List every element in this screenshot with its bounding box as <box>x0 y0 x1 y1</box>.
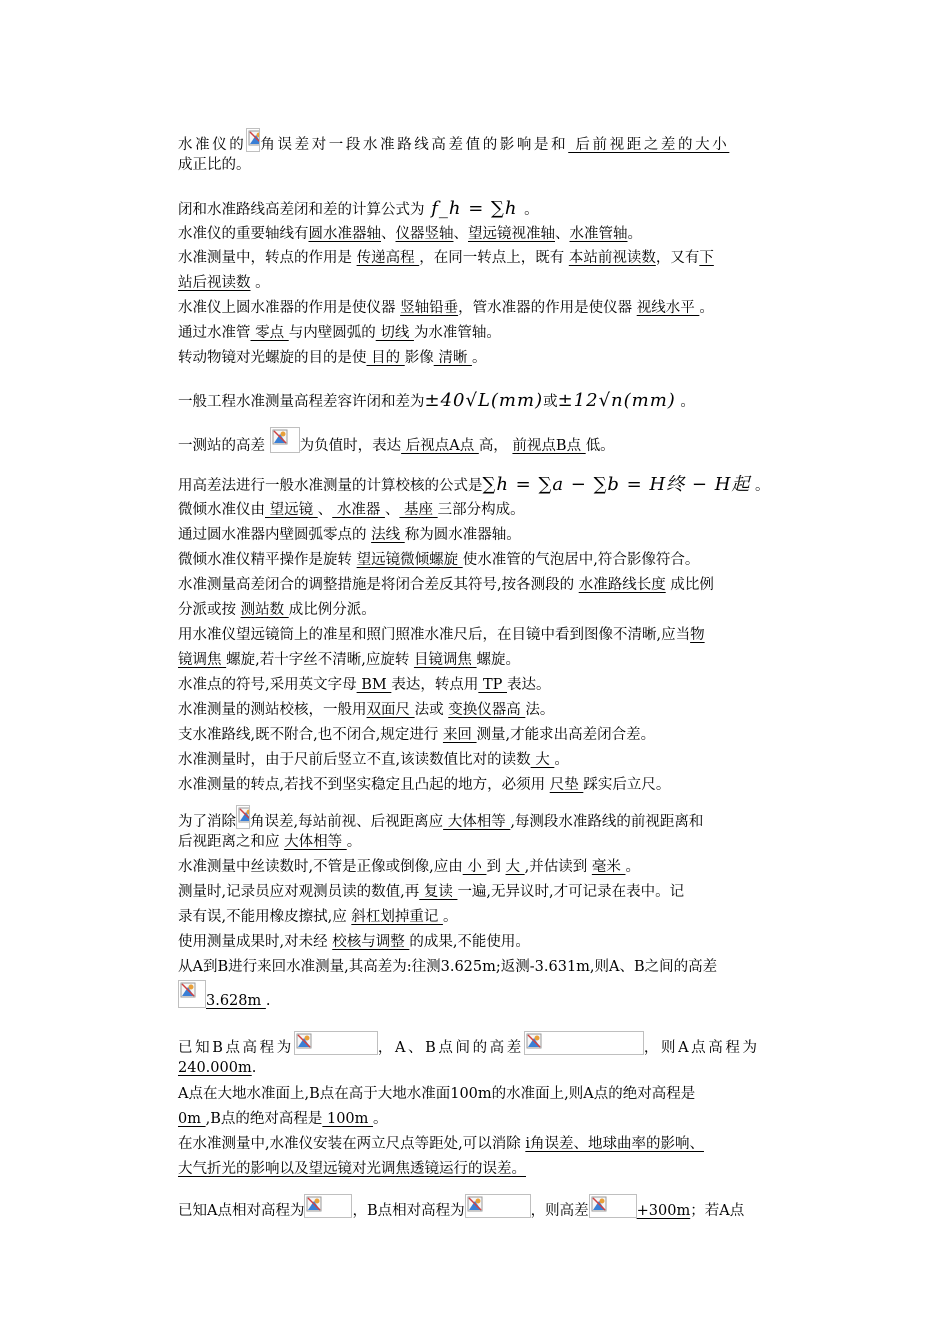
text-segment: 的成果,不能使用。 <box>409 934 530 950</box>
text-segment: ，又有 <box>655 250 700 266</box>
question-text <box>178 880 684 930</box>
answer-blank: 望远镜微倾螺旋 <box>356 552 463 568</box>
question-text <box>178 246 714 296</box>
text-segment: 使水准管的气泡居中,符合影像符合。 <box>462 552 700 568</box>
text-segment: 。 <box>750 478 770 494</box>
text-segment: 。 <box>699 300 714 316</box>
text-line <box>178 427 615 452</box>
question-text <box>178 321 501 346</box>
answer-blank: 站后视读数 <box>178 275 251 291</box>
text-line <box>178 1157 704 1182</box>
text-segment: ，则高差 <box>530 1203 589 1219</box>
text-segment: ，管水准器的作用是使仪器 <box>458 300 637 316</box>
text-line <box>178 930 530 955</box>
text-segment: 后视距离之和应 <box>178 834 285 850</box>
broken-image-icon <box>304 1194 352 1218</box>
question-text <box>178 573 714 623</box>
answer-blank: 大体相等 <box>443 814 511 830</box>
question-text <box>178 222 642 247</box>
answer-blank: 目的 <box>366 350 405 366</box>
text-segment: 水准仪的重要轴线有 <box>178 226 309 242</box>
text-line <box>178 905 684 930</box>
broken-image-icon <box>589 1194 637 1218</box>
answer-blank: 切线 <box>375 325 414 341</box>
text-segment: 成比例 <box>665 577 714 593</box>
answer-blank: 尺垫 <box>549 777 584 793</box>
text-line <box>178 573 714 598</box>
question-text <box>178 673 551 698</box>
answer-blank: 本站前视读数 <box>568 250 656 266</box>
text-segment: 水准仪上圆水准器的作用是使仪器 <box>178 300 401 316</box>
text-segment: ；若A点 <box>690 1203 745 1219</box>
question-text <box>178 623 705 673</box>
text-segment: 录有误,不能用橡皮擦拭,应 <box>178 909 352 925</box>
answer-blank: 100m <box>322 1111 374 1127</box>
answer-blank: 后前视距之差的大小 <box>568 137 730 153</box>
text-segment: 、 <box>384 502 400 518</box>
text-segment: 一般工程水准测量高程差容许闭和差为 <box>178 394 425 410</box>
question-text <box>178 388 695 413</box>
answer-blank: 物 <box>690 627 705 643</box>
text-line <box>178 153 729 178</box>
text-line <box>178 673 551 698</box>
text-segment: 表达。 <box>507 677 551 693</box>
text-segment: 闭和水准路线高差闭和差的计算公式为 <box>178 202 425 218</box>
text-segment: 到 <box>486 859 506 875</box>
answer-blank: 大气折光的影响以及望远镜对光调焦透镜运行的误差。 <box>178 1161 526 1177</box>
answer-blank: 水准管轴 <box>569 226 628 242</box>
question-text <box>178 472 770 497</box>
broken-image-icon <box>465 1194 531 1218</box>
text-segment: 用水准仪望远镜筒上的准星和照门照准水准尺后，在目镜中看到图像不清晰,应当 <box>178 627 691 643</box>
answer-blank: 水准路线长度 <box>578 577 666 593</box>
text-segment: 在水准测量中,水准仪安装在两立尺点等距处,可以消除 <box>178 1136 526 1152</box>
formula: ∑h = ∑a − ∑b = H终 − H起 <box>482 474 751 495</box>
answer-blank: 望远镜 <box>265 502 318 518</box>
question-text <box>178 1031 760 1081</box>
question-text <box>178 748 569 773</box>
text-segment: 。 <box>554 752 569 768</box>
question-text <box>178 930 530 955</box>
text-segment: 。 <box>627 226 642 242</box>
text-segment: 用高差法进行一般水准测量的计算校核的公式是 <box>178 478 483 494</box>
text-segment: 法或 <box>414 702 449 718</box>
question-text <box>178 955 718 1009</box>
answer-blank: 视线水平 <box>636 300 700 316</box>
text-line <box>178 548 699 573</box>
answer-blank: 基座 <box>399 502 438 518</box>
answer-blank: TP <box>478 677 507 693</box>
text-line <box>178 598 714 623</box>
answer-blank: 传递高程 <box>356 250 420 266</box>
text-segment: 水准测量高差闭合的调整措施是将闭合差反其符号,按各测段的 <box>178 577 579 593</box>
text-segment: 水准点的符号,采用英文字母 <box>178 677 357 693</box>
text-segment: 分派或按 <box>178 602 241 618</box>
answer-blank: 斜杠划掉重记 <box>351 909 443 925</box>
text-segment: ,每测段水准路线的前视距离和 <box>510 814 704 830</box>
text-segment: ，在同一转点上，既有 <box>419 250 569 266</box>
text-segment: A点在大地水准面上,B点在高于大地水准面100m的水准面上,则A点的绝对高程是 <box>178 1086 696 1102</box>
question-text <box>178 1082 695 1132</box>
text-line <box>178 128 729 153</box>
question-text <box>178 128 729 178</box>
text-segment: 角误差对一段水准路线高差值的影响是和 <box>260 137 569 153</box>
answer-blank: 240.000m <box>178 1060 252 1076</box>
text-segment: ，则A点高程为 <box>643 1040 760 1056</box>
text-segment: 转动物镜对光螺旋的目的是使 <box>178 350 367 366</box>
broken-image-icon <box>236 805 250 829</box>
answer-blank: 大 <box>530 752 555 768</box>
text-segment: 成正比的。 <box>178 157 251 173</box>
text-segment: 微倾水准仪精平操作是旋转 <box>178 552 357 568</box>
text-segment: 。 <box>625 859 640 875</box>
answer-blank: 法线 <box>371 527 405 543</box>
answer-blank: 复读 <box>419 884 458 900</box>
text-segment: 成比例分派。 <box>288 602 376 618</box>
text-segment: 为负值时，表达 <box>299 438 402 454</box>
text-segment: 测量,才能求出高差闭合差。 <box>476 727 656 743</box>
text-line <box>178 1056 760 1081</box>
answer-blank: 后视点A点 <box>401 438 479 454</box>
question-text <box>178 723 655 748</box>
text-segment: . <box>251 1060 257 1076</box>
text-line <box>178 523 521 548</box>
question-text <box>178 548 699 573</box>
text-segment: 表达，转点用 <box>391 677 479 693</box>
text-segment: 高， <box>478 438 513 454</box>
text-segment: 低。 <box>585 438 615 454</box>
question-text <box>178 196 539 221</box>
text-line <box>178 830 703 855</box>
formula: f_h = ∑h <box>424 198 525 219</box>
text-segment: 使用测量成果时,对未经 <box>178 934 333 950</box>
text-segment: ,B点的绝对高程是 <box>205 1111 323 1127</box>
text-segment: 三部分构成。 <box>437 502 525 518</box>
text-segment: 。 <box>471 350 487 366</box>
text-segment: 、 <box>381 226 396 242</box>
text-line <box>178 321 501 346</box>
broken-image-icon <box>178 980 206 1008</box>
text-line <box>178 1194 744 1219</box>
answer-blank: 来回 <box>442 727 477 743</box>
text-segment: 。 <box>373 1111 388 1127</box>
text-line <box>178 1107 695 1132</box>
text-line <box>178 648 705 673</box>
text-segment: 、 <box>555 226 570 242</box>
broken-image-icon <box>294 1031 378 1055</box>
text-line <box>178 1082 695 1107</box>
text-line <box>178 346 486 371</box>
answer-blank: 大 <box>505 859 525 875</box>
text-line <box>178 855 640 880</box>
text-line <box>178 271 714 296</box>
question-text <box>178 498 525 523</box>
question-text <box>178 698 554 723</box>
answer-blank: 0m <box>178 1111 206 1127</box>
text-segment: 、 <box>453 226 468 242</box>
formula: ±40√L(mm) <box>424 390 544 411</box>
text-line <box>178 388 695 413</box>
text-segment: 踩实后立尺。 <box>583 777 671 793</box>
answer-blank: 前视点B点 <box>512 438 586 454</box>
answer-blank: 清晰 <box>433 350 472 366</box>
text-line <box>178 246 714 271</box>
text-segment: . <box>265 993 271 1009</box>
answer-blank: 下 <box>699 250 714 266</box>
text-line <box>178 498 525 523</box>
answer-blank: 大体相等 <box>284 834 347 850</box>
answer-blank: 变换仪器高 <box>448 702 526 718</box>
text-segment: 水准测量时，由于尺前后竖立不直,该读数值比对的读数 <box>178 752 531 768</box>
broken-image-icon <box>524 1031 644 1055</box>
text-line <box>178 773 670 798</box>
answer-blank: 毫米 <box>591 859 626 875</box>
question-text <box>178 1132 704 1182</box>
text-segment: 通过水准管 <box>178 325 251 341</box>
text-line <box>178 698 554 723</box>
text-line <box>178 472 770 497</box>
text-line <box>178 748 569 773</box>
text-segment: 影像 <box>404 350 434 366</box>
answer-blank: 3.628m <box>206 993 266 1009</box>
question-text <box>178 296 714 321</box>
answer-blank: 测站数 <box>240 602 289 618</box>
broken-image-icon <box>246 128 260 152</box>
text-segment: 一测站的高差 <box>178 438 270 454</box>
text-line <box>178 222 642 247</box>
text-line <box>178 623 705 648</box>
text-segment: ，A、B点间的高差 <box>377 1040 524 1056</box>
answer-blank: 水准器 <box>332 502 385 518</box>
text-segment: 支水准路线,既不附合,也不闭合,规定进行 <box>178 727 443 743</box>
answer-blank: 小 <box>462 859 487 875</box>
text-line <box>178 1031 760 1056</box>
question-text <box>178 427 615 452</box>
text-segment: 水准测量中丝读数时,不管是正像或倒像,应由 <box>178 859 463 875</box>
answer-blank: 双面尺 <box>366 702 415 718</box>
text-segment: 。 <box>346 834 362 850</box>
question-text <box>178 773 670 798</box>
text-line <box>178 1132 704 1157</box>
text-segment: 测量时,记录员应对观测员读的数值,再 <box>178 884 420 900</box>
text-segment: 螺旋。 <box>476 652 521 668</box>
answer-blank: 竖轴铅垂 <box>400 300 459 316</box>
text-segment: 法。 <box>525 702 555 718</box>
formula: ±12√n(mm) <box>557 390 676 411</box>
text-segment: 称为圆水准器轴。 <box>404 527 521 543</box>
answer-blank: 圆水准器轴 <box>308 226 381 242</box>
answer-blank: 仪器竖轴 <box>395 226 454 242</box>
answer-blank: 望远镜视准轴 <box>468 226 555 242</box>
text-segment: 从A到B进行来回水准测量,其高差为:往测3.625m;返测-3.631m,则A、B之间的高差 <box>178 959 718 975</box>
text-line <box>178 296 714 321</box>
answer-blank: +300m <box>636 1203 691 1219</box>
text-line <box>178 805 703 830</box>
answer-blank: BM <box>356 677 392 693</box>
answer-blank: i角误差、地球曲率的影响、 <box>525 1136 704 1152</box>
answer-blank: 校核与调整 <box>332 934 410 950</box>
text-line <box>178 880 684 905</box>
text-segment: 。 <box>442 909 458 925</box>
text-segment: 。 <box>675 394 695 410</box>
text-segment: 。 <box>250 275 270 291</box>
text-segment: 与内壁圆弧的 <box>288 325 376 341</box>
text-segment: 已知B点高程为 <box>178 1040 294 1056</box>
text-line <box>178 980 717 1009</box>
text-line <box>178 955 717 980</box>
text-segment: 为水准管轴。 <box>413 325 501 341</box>
text-segment: ，B点相对高程为 <box>352 1203 465 1219</box>
text-segment: 已知A点相对高程为 <box>178 1203 305 1219</box>
text-segment: 水准仪的 <box>178 137 247 153</box>
text-line <box>178 196 539 221</box>
text-segment: 微倾水准仪由 <box>178 502 265 518</box>
text-segment: 为了消除 <box>178 814 236 830</box>
broken-image-icon <box>270 427 300 453</box>
answer-blank: 零点 <box>250 325 289 341</box>
text-segment: 水准测量中，转点的作用是 <box>178 250 357 266</box>
answer-blank: 目镜调焦 <box>413 652 477 668</box>
question-text <box>178 346 486 371</box>
text-segment: 通过圆水准器内壁圆弧零点的 <box>178 527 372 543</box>
text-segment: 水准测量的转点,若找不到坚实稳定且凸起的地方，必须用 <box>178 777 550 793</box>
answer-blank: 镜调焦 <box>178 652 227 668</box>
question-text <box>178 805 703 855</box>
text-segment: 一遍,无异议时,才可记录在表中。记 <box>457 884 685 900</box>
text-segment: 。 <box>524 202 539 218</box>
question-text <box>178 1194 744 1219</box>
text-segment: 水准测量的测站校核，一般用 <box>178 702 367 718</box>
question-text <box>178 855 640 880</box>
text-line <box>178 723 655 748</box>
text-segment: 或 <box>543 394 558 410</box>
text-segment: 螺旋,若十字丝不清晰,应旋转 <box>226 652 414 668</box>
text-segment: 角误差,每站前视、后视距离应 <box>250 814 444 830</box>
text-segment: 、 <box>317 502 333 518</box>
text-segment: ,并估读到 <box>524 859 592 875</box>
question-text <box>178 523 521 548</box>
